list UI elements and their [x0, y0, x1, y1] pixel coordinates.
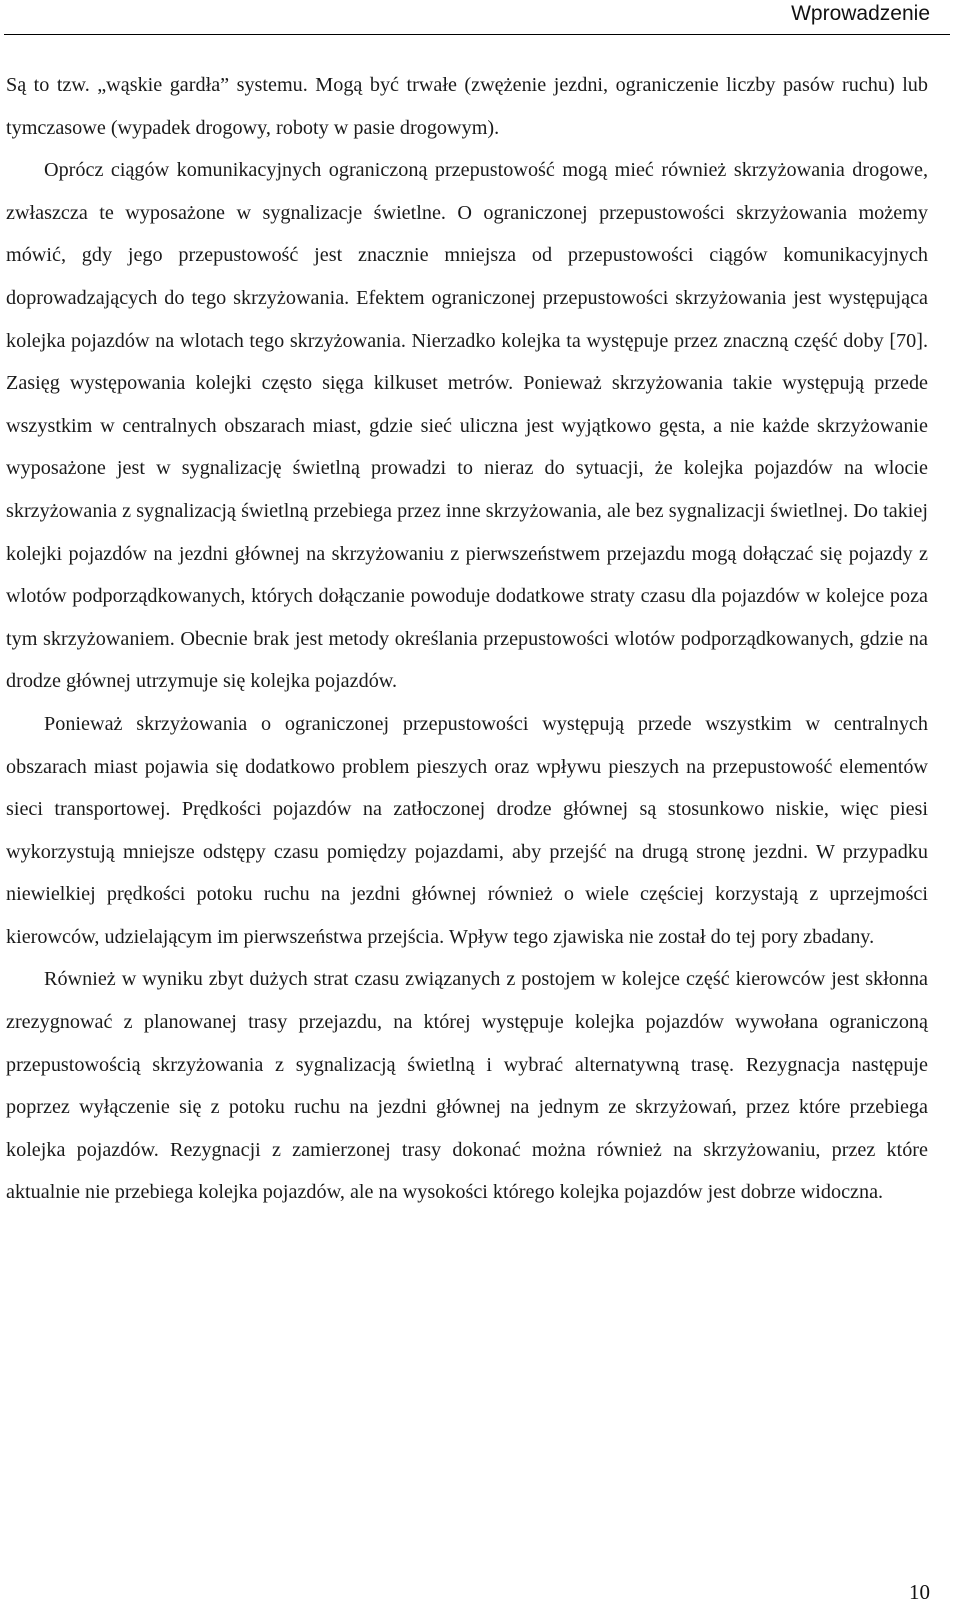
- paragraph-4: Również w wyniku zbyt dużych strat czasu związanych z postojem w kolejce część kierowców jest skłonna zrezygnować z planowanej trasy przejazdu, na której występuje kolejka pojazdów wywołana ograniczoną przepustowością skrzyżowania z sygnalizacją świetlną i wybrać alternatywną trasę. Rezygnacja następuje poprzez wyłączenie się z potoku ruchu na jezdni głównej na jednym ze skrzyżowań, przez które przebiega kolejka pojazdów. Rezygnacji z zamierzonej trasy dokonać można również na skrzyżowaniu, przez które aktualnie nie przebiega kolejka pojazdów, ale na wysokości którego kolejka pojazdów jest dobrze widoczna.: [6, 968, 928, 1204]
- running-header-chapter-title: Wprowadzenie: [791, 2, 930, 25]
- page-body: [6, 64, 928, 1214]
- header-divider: [4, 34, 950, 35]
- paragraph-1: Są to tzw. „wąskie gardła” systemu. Mogą być trwałe (zwężenie jezdni, ograniczenie liczby pasów ruchu) lub tymczasowe (wypadek drogowy, roboty w pasie drogowym).: [6, 74, 928, 139]
- paragraph-3: Ponieważ skrzyżowania o ograniczonej przepustowości występują przede wszystkim w centralnych obszarach miast pojawia się dodatkowo problem pieszych oraz wpływu pieszych na przepustowość elementów sieci transportowej. Prędkości pojazdów na zatłoczonej drodze głównej są stosunkowo niskie, więc piesi wykorzystują mniejsze odstępy czasu pomiędzy pojazdami, aby przejść na drugą stronę jezdni. W przypadku niewielkiej prędkości potoku ruchu na jezdni głównej również o wiele częściej korzystają z uprzejmości kierowców, udzielającym im pierwszeństwa przejścia. Wpływ tego zjawiska nie został do tej pory zbadany.: [6, 712, 928, 948]
- paragraph-2: Oprócz ciągów komunikacyjnych ograniczoną przepustowość mogą mieć również skrzyżowania drogowe, zwłaszcza te wyposażone w sygnalizacje świetlne. O ograniczonej przepustowości skrzyżowania możemy mówić, gdy jego przepustowość jest znacznie mniejsza od przepustowości ciągów komunikacyjnych doprowadzających do tego skrzyżowania. Efektem ograniczonej przepustowości skrzyżowania jest występująca kolejka pojazdów na wlotach tego skrzyżowania. Nierzadko kolejka ta występuje przez znaczną część doby [70]. Zasięg występowania kolejki często sięga kilkuset metrów. Ponieważ skrzyżowania takie występują przede wszystkim w centralnych obszarach miast, gdzie sieć uliczna jest wyjątkowo gęsta, a nie każde skrzyżowanie wyposażone jest w sygnalizację świetlną prowadzi to nieraz do sytuacji, że kolejka pojazdów na wlocie skrzyżowania z sygnalizacją świetlną przebiega przez inne skrzyżowania, ale bez sygnalizacji świetlnej. Do takiej kolejki pojazdów na jezdni głównej na skrzyżowaniu z pierwszeństwem przejazdu mogą dołączać się pojazdy z wlotów podporządkowanych, których dołączanie powoduje dodatkowe straty czasu dla pojazdów w kolejce poza tym skrzyżowaniem. Obecnie brak jest metody określania przepustowości wlotów podporządkowanych, gdzie na drodze głównej utrzymuje się kolejka pojazdów.: [6, 159, 928, 693]
- page-number: 10: [909, 1580, 930, 1604]
